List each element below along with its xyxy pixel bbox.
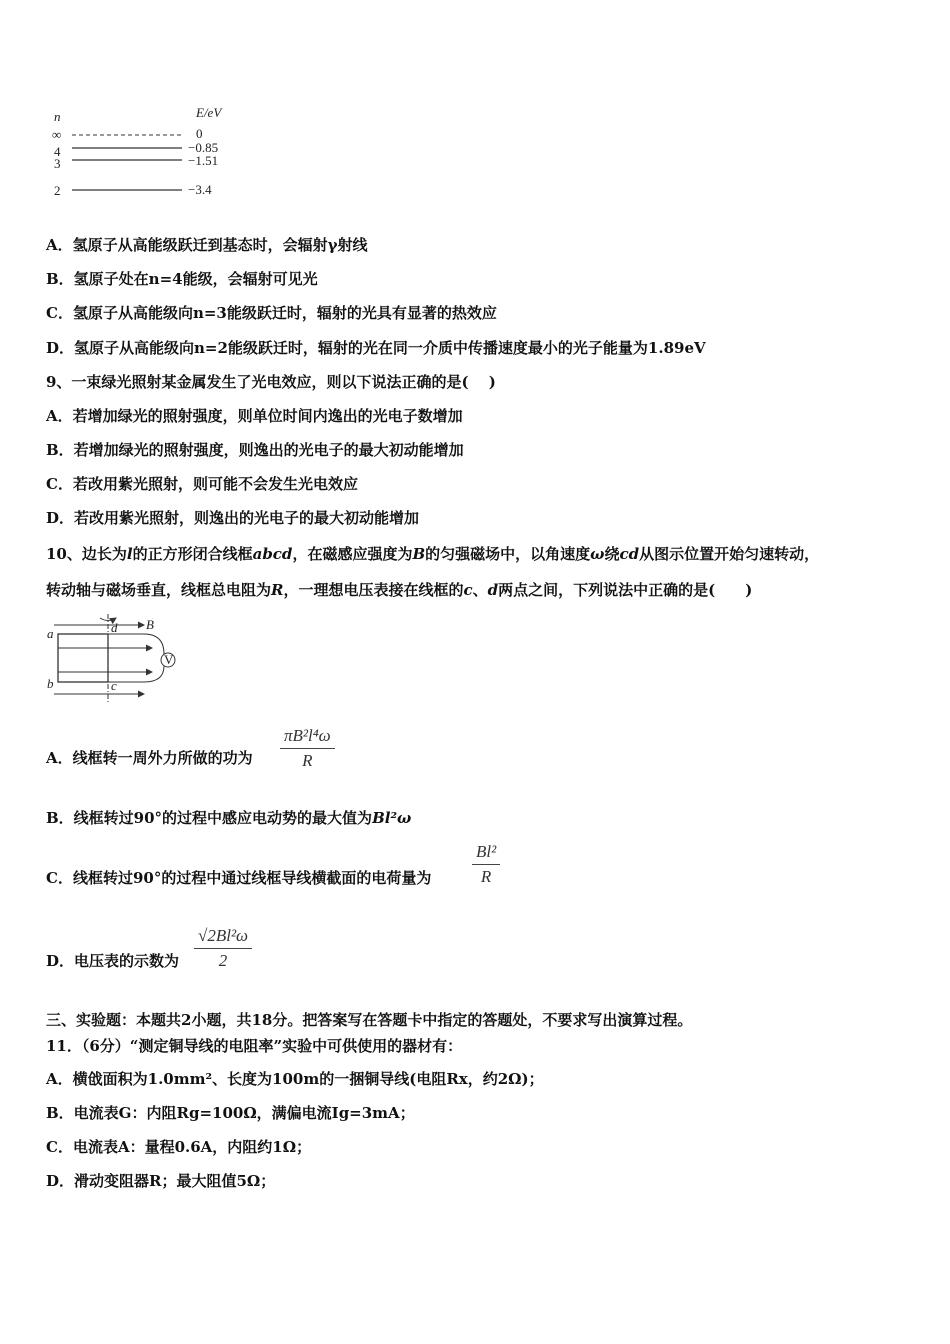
q10-stem-text: ，在磁感应强度为 — [292, 545, 413, 563]
section-3-heading: 三、实验题：本题共2小题，共18分。把答案写在答题卡中指定的答题处，不要求写出演算过程。 — [46, 1011, 693, 1029]
fraction-denominator: R — [302, 751, 313, 770]
rotating-coil-figure — [44, 610, 189, 705]
q11-item-a: A．横戗面积为1.0mm²、长度为100m的一捆铜导线(电阻Rx，约2Ω)； — [46, 1070, 544, 1088]
q8-option-b: B．氢原子处在n=4能级，会辐射可见光 — [46, 270, 318, 288]
q10-var-B: B — [412, 545, 426, 563]
q9-stem: 9、一束绿光照射某金属发生了光电效应，则以下说法正确的是( ) — [46, 373, 496, 391]
q10-option-a: A．线框转一周外力所做的功为 — [46, 749, 253, 767]
level-e-3: −1.51 — [188, 153, 219, 168]
q10-var-abcd: abcd — [252, 545, 293, 563]
corner-label-c: c — [111, 678, 117, 693]
fraction-numerator: πB²l⁴ω — [284, 726, 331, 745]
corner-label-a: a — [47, 626, 54, 641]
energy-level-diagram — [44, 100, 244, 205]
q10-option-c-formula — [472, 842, 500, 887]
level-e-inf: 0 — [196, 126, 203, 141]
q11-item-b: B．电流表G：内阻Rg=100Ω，满偏电流Ig=3mA； — [46, 1104, 415, 1122]
q10-option-b — [46, 808, 411, 828]
q10-stem-line1 — [46, 544, 819, 564]
fraction-numerator: Bl² — [476, 842, 497, 861]
q10-option-d: D．电压表的示数为 — [46, 952, 180, 970]
q10-stem-text: 、 — [472, 581, 488, 599]
q10-option-a-formula — [280, 726, 335, 771]
q9-option-b: B．若增加绿光的照射强度，则逸出的光电子的最大初动能增加 — [46, 441, 464, 459]
voltmeter-label: V — [164, 652, 174, 667]
q11-stem: 11．（6分）“测定铜导线的电阻率”实验中可供使用的器材有： — [46, 1037, 463, 1055]
q10-var-c: c — [463, 581, 473, 599]
fraction-numerator: √2Bl²ω — [198, 926, 249, 945]
level-e-4: −0.85 — [188, 140, 219, 155]
q10-stem-line2 — [46, 580, 752, 600]
q10-option-b-value: Bl²ω — [372, 809, 412, 827]
q10-var-cd: cd — [619, 545, 640, 563]
q10-option-b-text: B．线框转过90°的过程中感应电动势的最大值为 — [46, 809, 373, 827]
coil-frame — [58, 634, 108, 682]
q10-stem-text: 10、边长为 — [46, 545, 127, 563]
voltmeter-wire — [108, 634, 164, 654]
q10-option-d-formula — [194, 926, 252, 971]
q9-option-c: C．若改用紫光照射，则可能不会发生光电效应 — [46, 475, 358, 493]
fraction-denominator: 2 — [218, 951, 228, 970]
q10-stem-text: 绕 — [604, 545, 620, 563]
q10-var-l: l — [126, 545, 133, 563]
level-e-2: −3.4 — [188, 182, 212, 197]
q10-option-c: C．线框转过90°的过程中通过线框导线横截面的电荷量为 — [46, 869, 432, 887]
q9-option-d: D．若改用紫光照射，则逸出的光电子的最大初动能增加 — [46, 509, 420, 527]
q9-option-a: A．若增加绿光的照射强度，则单位时间内逸出的光电子数增加 — [46, 407, 463, 425]
q10-stem-text: 两点之间，下列说法中正确的是( ) — [498, 581, 753, 599]
q11-item-c: C．电流表A：量程0.6A，内阻约1Ω； — [46, 1138, 312, 1156]
q10-var-d: d — [487, 581, 499, 599]
energy-axis-label: E/eV — [196, 105, 222, 120]
q10-stem-text: 转动轴与磁场垂直，线框总电阻为 — [46, 581, 272, 599]
level-n-inf: ∞ — [52, 127, 62, 142]
q11-item-d: D．滑动变阻器R；最大阻值5Ω； — [46, 1172, 276, 1190]
level-n-4: 4 — [54, 144, 61, 159]
fraction-denominator: R — [480, 867, 492, 886]
corner-label-b: b — [47, 676, 54, 691]
level-n-3: 3 — [54, 156, 61, 171]
field-label-B: B — [146, 617, 154, 632]
q8-option-d: D．氢原子从高能级向n=2能级跃迁时，辐射的光在同一介质中传播速度最小的光子能量为1.89eV — [46, 339, 706, 357]
q10-stem-text: 的匀强磁场中，以角速度 — [425, 545, 591, 563]
q10-stem-text: 的正方形闭合线框 — [132, 545, 253, 563]
q10-stem-text: ，一理想电压表接在线框的 — [283, 581, 464, 599]
q10-var-omega: ω — [590, 545, 605, 563]
corner-label-d: d — [111, 620, 118, 635]
level-n-2: 2 — [54, 183, 61, 198]
q10-var-R: R — [271, 581, 284, 599]
q8-option-a: A．氢原子从高能级跃迁到基态时，会辐射γ射线 — [46, 236, 368, 254]
n-axis-label: n — [54, 109, 61, 124]
q8-option-c: C．氢原子从高能级向n=3能级跃迁时，辐射的光具有显著的热效应 — [46, 304, 497, 322]
q10-stem-text: 从图示位置开始匀速转动， — [639, 545, 820, 563]
